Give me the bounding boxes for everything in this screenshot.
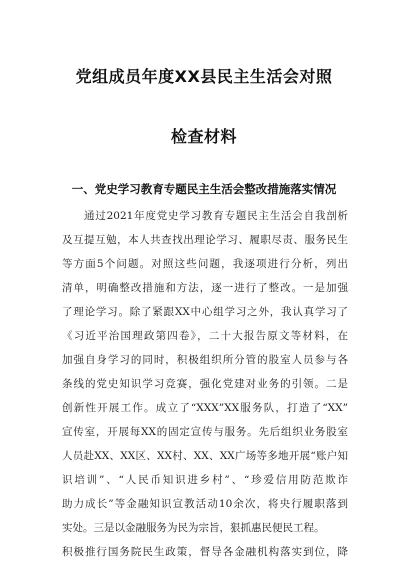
body-line: 清单，明确整改措施和方法，逐一进行了整改。一是加强 [62, 282, 348, 294]
body-line: 实处。三是以金融服务为民为宗旨，狠抓惠民便民工程。 [62, 522, 325, 534]
body-line: 创新性开展工作。成立了“XXX”XX服务队，打造了“XX” [62, 402, 348, 414]
body-line: 通过2021年度党史学习教育专题民主生活会自我剖析 [84, 210, 348, 222]
body-line: 人员赴XX、XX区、XX村、XX、XX广场等多地开展“账户知 [62, 450, 348, 462]
body-line: 及互提互勉，本人共查找出理论学习、履职尽责、服务民生 [62, 234, 348, 246]
document-title-line-1: 党组成员年度XX县民主生活会对照 [75, 67, 333, 86]
body-line: 等方面5个问题。对照这些问题，我逐项进行分析，列出 [62, 258, 348, 270]
body-line: 《习近平治国理政第四卷》，二十大报告原文等材料，在 [62, 330, 348, 342]
body-line: 识培训”、“人民币知识进乡村”、“珍爱信用防范欺诈 [62, 474, 348, 486]
body-line: 条线的党史知识学习竞赛，强化党建对业务的引领。二是 [62, 378, 348, 390]
section-heading: 一、党史学习教育专题民主生活会整改措施落实情况 [71, 182, 337, 196]
body-line: 加强自身学习的同时，积极组织所分管的股室人员参与各 [62, 354, 348, 366]
body-line: 助力成长”等金融知识宣教活动10余次，将央行履职落到 [62, 498, 348, 510]
body-line: 积极推行国务院民生政策，督导各金融机构落实到位，降 [62, 546, 348, 558]
document-title-line-2: 检查材料 [170, 127, 237, 146]
body-line: 宣传室，开展每XX的固定宣传与服务。先后组织业务股室 [62, 426, 348, 438]
body-line: 了理论学习。除了紧跟XX中心组学习之外，我认真学习了 [62, 306, 348, 318]
